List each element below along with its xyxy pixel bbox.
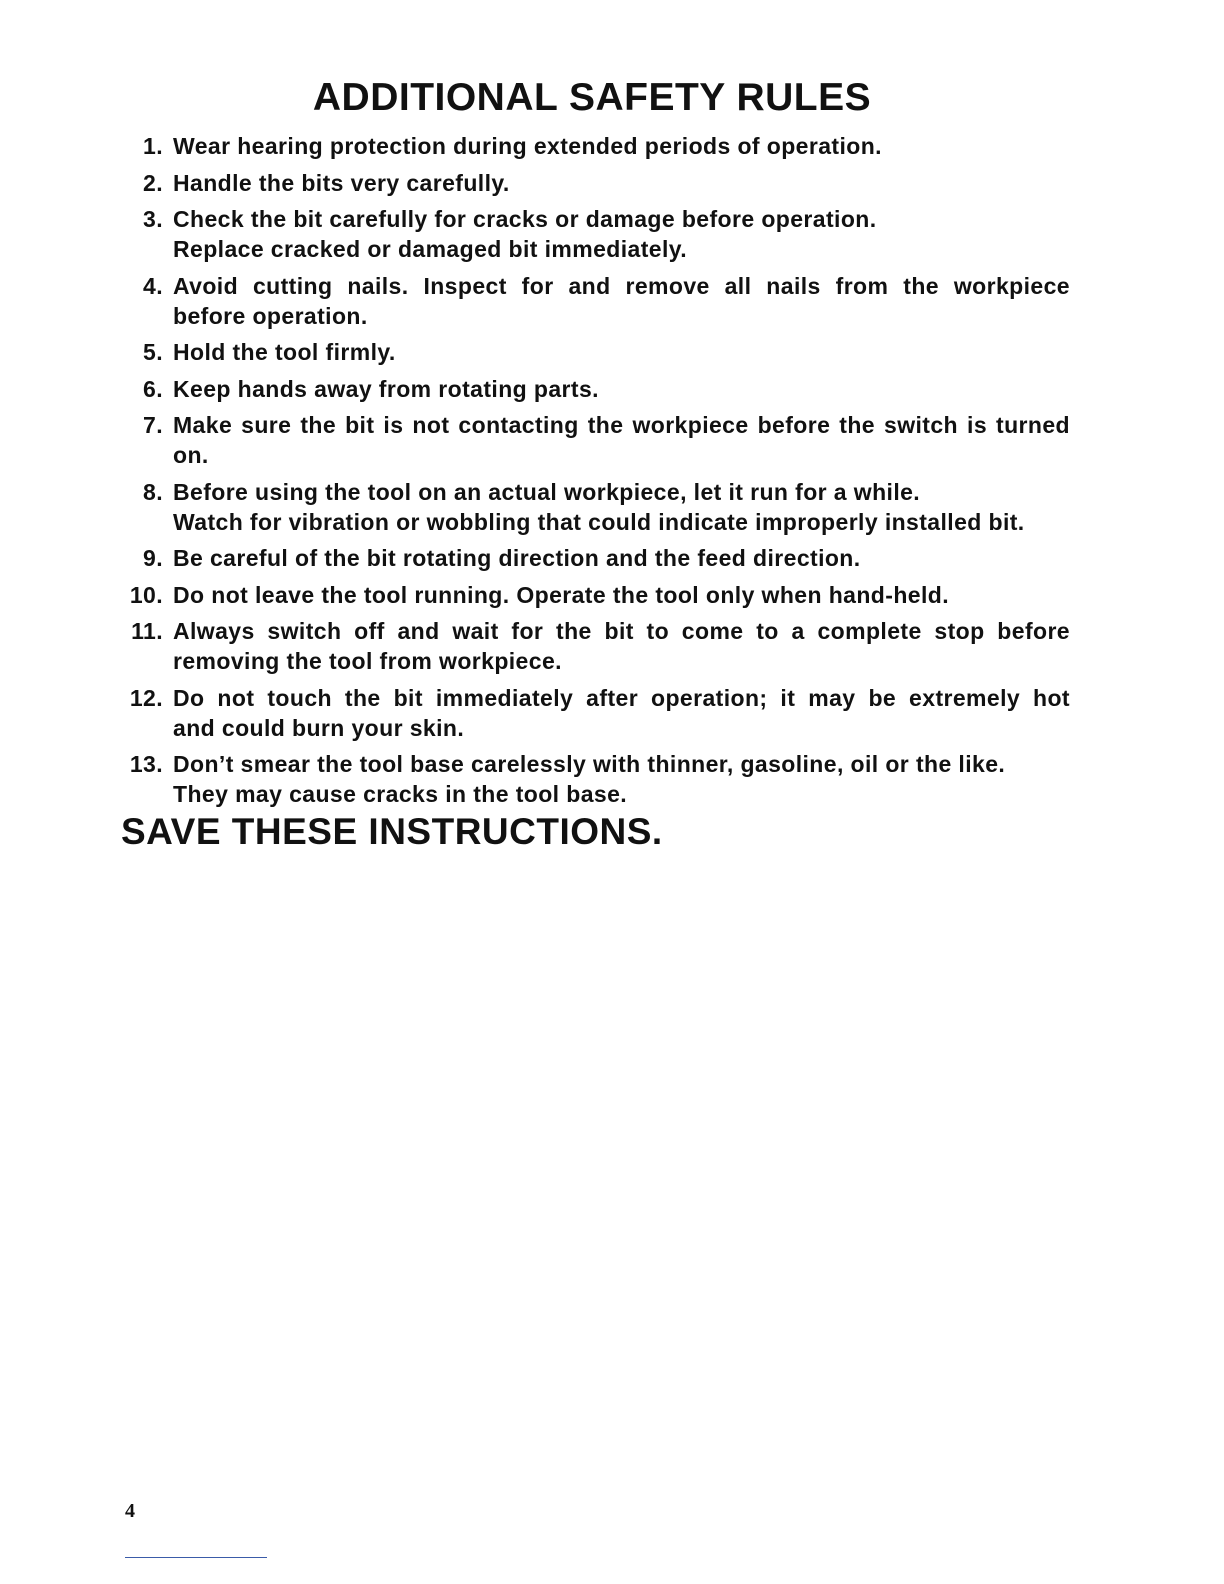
rule-number-label: 11. — [131, 618, 163, 644]
rule-line: before operation. — [173, 302, 368, 329]
rule-item — [110, 616, 1070, 676]
rule-text — [173, 168, 1070, 198]
rule-number-label: 8. — [143, 478, 163, 505]
rule-number-label: 1. — [143, 133, 163, 159]
rule-text — [173, 477, 1070, 537]
rule-line: Wear hearing protection during extended periods of operation. — [173, 133, 882, 159]
rule-line: Keep hands away from rotating parts. — [173, 375, 599, 402]
rule-line: Replace cracked or damaged bit immediately. — [173, 236, 688, 262]
rule-line: Check the bit carefully for cracks or damage before operation. — [173, 206, 877, 232]
save-instructions-heading: SAVE THESE INSTRUCTIONS. — [121, 811, 663, 852]
rule-number — [110, 543, 173, 573]
rule-text — [173, 749, 1070, 809]
rule-item — [110, 204, 1070, 264]
rule-number-label: 3. — [143, 206, 163, 232]
rule-item — [110, 543, 1070, 573]
rule-line: Be careful of the bit rotating direction and the feed direction. — [173, 545, 861, 571]
rule-item — [110, 374, 1070, 404]
page-number: 4 — [125, 1500, 135, 1522]
rule-text — [173, 374, 1070, 404]
rule-item — [110, 131, 1070, 161]
rule-text — [173, 543, 1070, 573]
rule-number-label: 10. — [129, 581, 163, 608]
rule-number-label: 9. — [143, 545, 163, 571]
rule-text — [173, 271, 1070, 331]
rule-item — [110, 683, 1070, 743]
rule-number-label: 2. — [143, 169, 163, 196]
rule-line: Do not leave the tool running. Operate the tool only when hand-held. — [173, 581, 949, 608]
rule-item — [110, 410, 1070, 470]
rule-number-label: 13. — [129, 751, 163, 777]
rule-text — [173, 410, 1070, 470]
rule-line: Before using the tool on an actual workpiece, let it run for a while. — [173, 478, 921, 505]
rule-number — [110, 374, 173, 404]
rule-text — [173, 616, 1070, 676]
rule-text — [173, 131, 1070, 161]
rule-text — [173, 337, 1070, 367]
rule-item — [110, 168, 1070, 198]
rule-number-label: 4. — [143, 272, 163, 299]
rule-item — [110, 477, 1070, 537]
rule-line: Do not touch the bit immediately after operation; it may be extremely hot — [173, 684, 1070, 711]
rule-text — [173, 204, 1070, 264]
rule-line: Handle the bits very carefully. — [173, 169, 510, 196]
rule-line: Make sure the bit is not contacting the workpiece before the switch is turned — [173, 412, 1070, 438]
rule-line: Always switch off and wait for the bit to come to a complete stop before — [173, 618, 1070, 644]
rule-number — [110, 131, 173, 161]
rule-number-label: 7. — [143, 412, 163, 438]
rule-line: Hold the tool firmly. — [173, 339, 396, 365]
rule-number-label: 12. — [129, 684, 163, 711]
rule-line: Avoid cutting nails. Inspect for and remove all nails from the workpiece — [173, 272, 1070, 299]
safety-rules-list — [110, 131, 1070, 816]
rule-line: and could burn your skin. — [173, 714, 465, 741]
rule-line: They may cause cracks in the tool base. — [173, 781, 628, 807]
rule-number — [110, 204, 173, 234]
footer-divider — [125, 1557, 267, 1558]
rule-item — [110, 271, 1070, 331]
rule-number — [110, 616, 173, 646]
rule-line: on. — [173, 442, 209, 468]
rule-line: Watch for vibration or wobbling that could indicate improperly installed bit. — [173, 508, 1025, 535]
rule-number-label: 6. — [143, 375, 163, 402]
rule-number — [110, 168, 173, 198]
rule-item — [110, 580, 1070, 610]
rule-number — [110, 477, 173, 507]
rule-number — [110, 683, 173, 713]
rule-text — [173, 580, 1070, 610]
rule-text — [173, 683, 1070, 743]
rule-item — [110, 749, 1070, 809]
rule-number-label: 5. — [143, 339, 163, 365]
rule-number — [110, 337, 173, 367]
rule-number — [110, 749, 173, 779]
rule-item — [110, 337, 1070, 367]
rule-line: removing the tool from workpiece. — [173, 648, 562, 674]
rule-line: Don’t smear the tool base carelessly with thinner, gasoline, oil or the like. — [173, 751, 1006, 777]
rule-number — [110, 580, 173, 610]
rule-number — [110, 271, 173, 301]
rule-number — [110, 410, 173, 440]
page-title: ADDITIONAL SAFETY RULES — [312, 76, 872, 119]
